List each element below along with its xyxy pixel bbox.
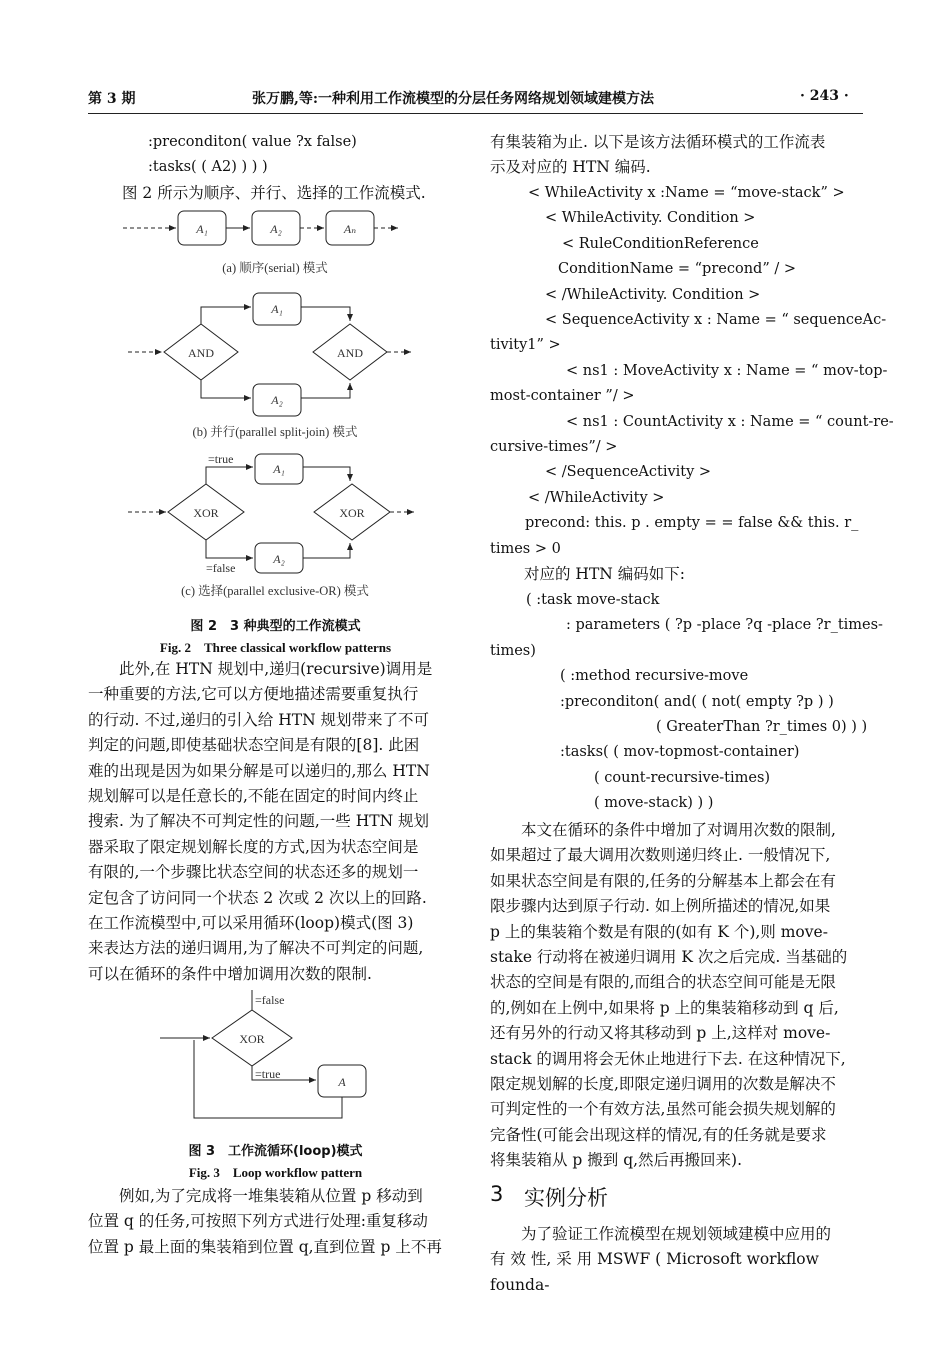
fig2a-node: Aₙ — [343, 222, 357, 236]
code-line: ( :method recursive-move — [560, 668, 749, 685]
text-line: 有集装箱为止. 以下是该方法循环模式的工作流表 — [490, 133, 826, 151]
fig2-caption-en: Fig. 2 Three classical workflow patterns — [159, 640, 392, 655]
fig2c-a2: A₂ — [273, 552, 285, 566]
htn-intro: 对应的 HTN 编码如下: — [524, 565, 685, 583]
code-line: ( count-recursive-times) — [594, 769, 771, 786]
code-line: < ns1 : MoveActivity x : Name = “ mov-top- — [566, 362, 888, 379]
code-line: :tasks( ( mov-topmost-container) — [560, 744, 800, 761]
text-line: stake 行动将在被递归调用 K 次之后完成. 当基础的 — [490, 948, 848, 967]
fig2a-serial — [123, 211, 398, 245]
fig2c-xor-split: XOR — [193, 506, 219, 520]
right-paragraph-3 — [490, 818, 866, 1174]
text-line: 如果超过了最大调用次数则递归终止. 一般情况下, — [490, 846, 831, 865]
fig2b-a1: A₁ — [271, 302, 283, 316]
fig2c-true-label: =true — [208, 452, 234, 466]
fig2c-xor — [128, 454, 414, 573]
code-line: precond: this. p . empty = = false && this. r_ — [525, 515, 859, 532]
code-line: :tasks( ( A2) ) ) ) — [148, 159, 268, 176]
code-line: < SequenceActivity x : Name = “ sequenceAc- — [545, 312, 887, 329]
text-line: 的行动. 不过,递归的引入给 HTN 规划带来了不可 — [88, 710, 430, 729]
code-line: < WhileActivity. Condition > — [545, 210, 756, 227]
text-line: 规划解可以是任意长的,不能在固定的时间内终止 — [88, 787, 419, 806]
fig3-activity: A — [338, 1075, 346, 1089]
fig2c-xor-join: XOR — [339, 506, 365, 520]
figure-2 — [88, 202, 463, 610]
text-line: 完备性(可能会出现这样的情况,有的任务就是要求 — [490, 1125, 827, 1144]
code-line: ConditionName = “precond” / > — [558, 261, 796, 278]
code-line: tivity1” > — [490, 337, 561, 354]
text-line: 为了验证工作流模型在规划领域建模中应用的 — [521, 1225, 832, 1243]
text-line: 的,例如在上例中,如果将 p 上的集装箱移动到 q 后, — [490, 998, 839, 1017]
fig2c-a1: A₁ — [273, 462, 285, 476]
code-line: ( move-stack) ) ) — [594, 795, 714, 812]
text-line: stack 的调用将会无休止地进行下去. 在这种情况下, — [490, 1049, 846, 1068]
fig2b-and-split: AND — [188, 346, 214, 360]
text-line: 来表达方法的递归调用,为了解决不可判定的问题, — [88, 939, 424, 958]
text-line: 将集装箱从 p 搬到 q,然后再搬回来). — [490, 1151, 743, 1170]
fig2c-false-label: =false — [206, 561, 236, 575]
code-line: ( :task move-stack — [526, 592, 660, 608]
code-line: cursive-times”/ > — [490, 439, 618, 456]
text-line: 可以在循环的条件中增加调用次数的限制. — [88, 964, 372, 983]
code-line: ( GreaterThan ?r_times 0) ) ) — [656, 719, 868, 736]
code-line: times) — [490, 642, 536, 659]
fig2b-parallel — [128, 293, 411, 416]
text-line: 本文在循环的条件中增加了对调用次数的限制, — [521, 821, 836, 839]
header-rule — [88, 113, 863, 114]
text-line: 限步骤内达到原子行动. 如上例所描述的情况,如果 — [490, 897, 831, 916]
code-line: : parameters ( ?p -place ?q -place ?r_times- — [566, 617, 883, 634]
left-paragraph-1 — [88, 657, 464, 987]
text-line: 限定规划解的长度,即限定递归调用的次数是解决不 — [490, 1075, 836, 1094]
fig3-false-label: =false — [255, 993, 285, 1007]
text-line: 定包含了访问同一个状态 2 次或 2 次以上的回路. — [88, 888, 427, 907]
fig2b-and-join: AND — [337, 346, 363, 360]
code-line: < RuleConditionReference — [562, 235, 759, 252]
header-page: · 243 · — [800, 88, 849, 104]
text-line: 器采取了限定规划解长度的方式,因为状态空间是 — [88, 837, 419, 856]
code-line: < /WhileActivity. Condition > — [545, 286, 761, 303]
text-line: 位置 q 的任务,可按照下列方式进行处理:重复移动 — [88, 1212, 428, 1231]
fig2a-node: A₁ — [196, 222, 208, 236]
header-title: 张万鹏,等:一种利用工作流模型的分层任务网络规划领域建模方法 — [252, 91, 655, 107]
text-line: 可判定性的一个有效方法,虽然可能会损失规划解的 — [490, 1100, 836, 1119]
text-line: 如果状态空间是有限的,任务的分解基本上都会在有 — [490, 871, 836, 890]
right-paragraph-4 — [490, 1222, 866, 1298]
text-line: 一种重要的方法,它可以方便地描述需要重复执行 — [88, 685, 419, 704]
fig2a-node: A₂ — [270, 222, 282, 236]
section-title: 实例分析 — [524, 1186, 608, 1210]
left-paragraph-2 — [88, 1184, 464, 1260]
code-line: times > 0 — [490, 540, 561, 557]
code-line: < ns1 : CountActivity x : Name = “ count-re- — [566, 413, 894, 430]
section-number: 3 — [490, 1182, 504, 1206]
fig2a-caption: (a) 顺序(serial) 模式 — [222, 261, 328, 275]
code-line: most-container ”/ > — [490, 388, 635, 405]
text-line: 还有另外的行动又将其移动到 p 上,这样对 move- — [490, 1024, 831, 1043]
fig3-xor: XOR — [239, 1032, 265, 1046]
fig3-true-label: =true — [255, 1067, 281, 1081]
text-line: 搜索. 为了解决不可判定性的问题,一些 HTN 规划 — [88, 812, 430, 831]
fig2-intro: 图 2 所示为顺序、并行、选择的工作流模式. — [122, 184, 426, 202]
fig2-caption-cn: 图 2 3 种典型的工作流模式 — [190, 619, 361, 634]
left-code-top — [148, 130, 357, 181]
header-issue: 第 3 期 — [88, 91, 136, 107]
fig3-caption-en: Fig. 3 Loop workflow pattern — [188, 1165, 363, 1180]
fig2b-caption: (b) 并行(parallel split-join) 模式 — [192, 425, 358, 439]
figure-3 — [140, 985, 400, 1125]
text-line: 判定的问题,即使基础状态空间是有限的[8]. 此困 — [88, 736, 420, 755]
fig3-caption-cn: 图 3 工作流循环(loop)模式 — [188, 1144, 363, 1159]
code-line: < /WhileActivity > — [528, 489, 665, 506]
xml-listing — [490, 181, 894, 562]
text-line: 在工作流模型中,可以采用循环(loop)模式(图 3) — [88, 914, 414, 933]
right-paragraph-top — [490, 130, 866, 181]
fig2b-a2: A₂ — [271, 393, 283, 407]
code-line: :preconditon( value ?x false) — [148, 134, 357, 150]
code-line: < WhileActivity x :Name = “move-stack” > — [528, 185, 845, 201]
text-line: 有 效 性, 采 用 MSWF ( Microsoft workflow founda- — [490, 1250, 819, 1294]
fig2c-caption: (c) 选择(parallel exclusive-OR) 模式 — [181, 584, 369, 598]
code-line: < /SequenceActivity > — [545, 464, 712, 481]
text-line: 位置 p 最上面的集装箱到位置 q,直到位置 p 上不再 — [88, 1237, 442, 1256]
text-line: 此外,在 HTN 规划中,递归(recursive)调用是 — [119, 660, 433, 678]
text-line: 状态的空间是有限的,而组合的状态空间可能是无限 — [490, 973, 836, 992]
text-line: 有限的,一个步骤比状态空间的状态还多的规划一 — [88, 863, 419, 882]
text-line: 示及对应的 HTN 编码. — [490, 158, 651, 177]
text-line: 例如,为了完成将一堆集装箱从位置 p 移动到 — [119, 1187, 423, 1205]
code-line: :preconditon( and( ( not( empty ?p ) ) — [560, 693, 834, 710]
text-line: 难的出现是因为如果分解是可以递归的,那么 HTN — [88, 761, 430, 780]
htn-listing — [490, 588, 883, 817]
text-line: p 上的集装箱个数是有限的(如有 K 个),则 move- — [490, 922, 828, 941]
